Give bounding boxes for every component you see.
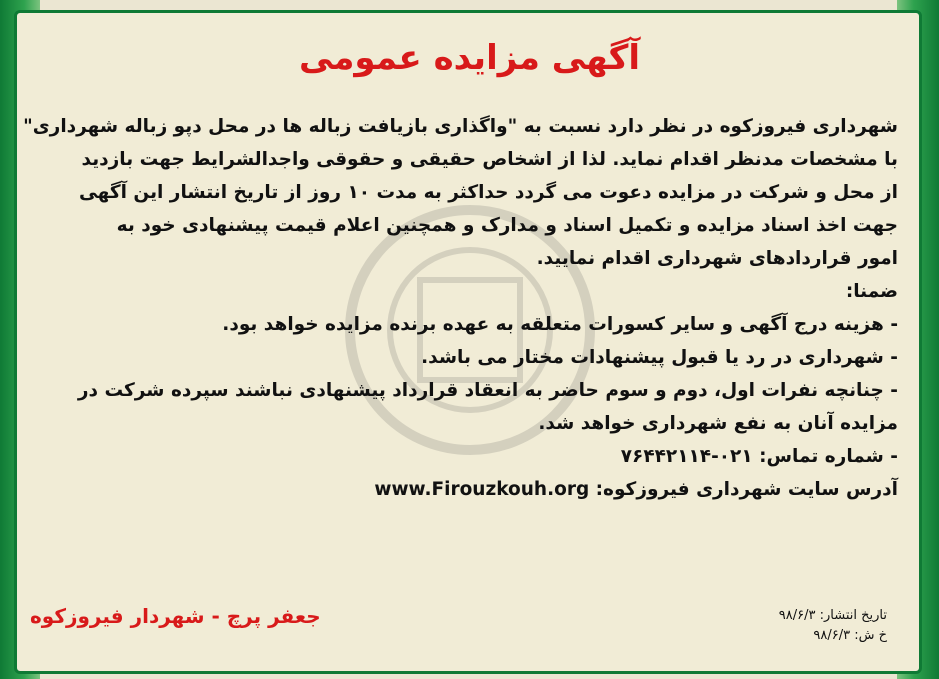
code-row bbox=[779, 626, 887, 646]
body-line: - چنانچه نفرات اول، دوم و سوم حاضر به انعقاد قرارداد پیشنهادی نباشند سپرده شرکت در bbox=[77, 380, 898, 401]
code-label: خ ش: bbox=[854, 628, 887, 643]
contact-line bbox=[48, 440, 898, 473]
publish-info bbox=[779, 606, 887, 646]
body-line: جهت اخذ اسناد مزایده و تکمیل اسناد و مدارک و همچنین اعلام قیمت پیشنهادی خود به bbox=[116, 215, 898, 236]
ad-body bbox=[23, 110, 898, 506]
body-line: شهرداری فیروزکوه در نظر دارد نسبت به "واگذاری بازیافت زباله ها در محل دپو زباله شهرداری" bbox=[23, 116, 898, 137]
body-line: با مشخصات مدنظر اقدام نماید. لذا از اشخاص حقیقی و حقوقی واجدالشرایط جهت بازدید bbox=[81, 149, 898, 170]
code-date: ۹۸/۶/۳ bbox=[813, 628, 851, 643]
body-line: امور قراردادهای شهرداری اقدام نمایید. bbox=[536, 248, 898, 269]
body-line: - شهرداری در رد یا قبول پیشنهادات مختار می باشد. bbox=[421, 347, 898, 368]
ad-title: آگهی مزایده عمومی bbox=[298, 38, 641, 78]
contact-label: - شماره تماس: bbox=[759, 446, 898, 467]
website-label: آدرس سایت شهرداری فیروزکوه: bbox=[595, 479, 898, 500]
website-url[interactable]: www.Firouzkouh.org bbox=[374, 479, 590, 500]
publish-date: ۹۸/۶/۳ bbox=[778, 608, 816, 623]
contact-number: ۰۲۱-۷۶۴۴۲۱۱۴ bbox=[620, 446, 753, 467]
publish-date-label: تاریخ انتشار: bbox=[819, 608, 887, 623]
body-line: از محل و شرکت در مزایده دعوت می گردد حداکثر به مدت ۱۰ روز از تاریخ انتشار این آگهی bbox=[78, 182, 898, 203]
signature: جعفر پرچ - شهردار فیروزکوه bbox=[30, 604, 321, 628]
body-line: - هزینه درج آگهی و سایر کسورات متعلقه به عهده برنده مزایده خواهد بود. bbox=[222, 314, 898, 335]
body-line: ضمنا: bbox=[845, 281, 898, 302]
publish-date-row bbox=[779, 606, 887, 626]
body-line: مزایده آنان به نفع شهرداری خواهد شد. bbox=[538, 413, 898, 434]
website-line bbox=[48, 473, 898, 506]
